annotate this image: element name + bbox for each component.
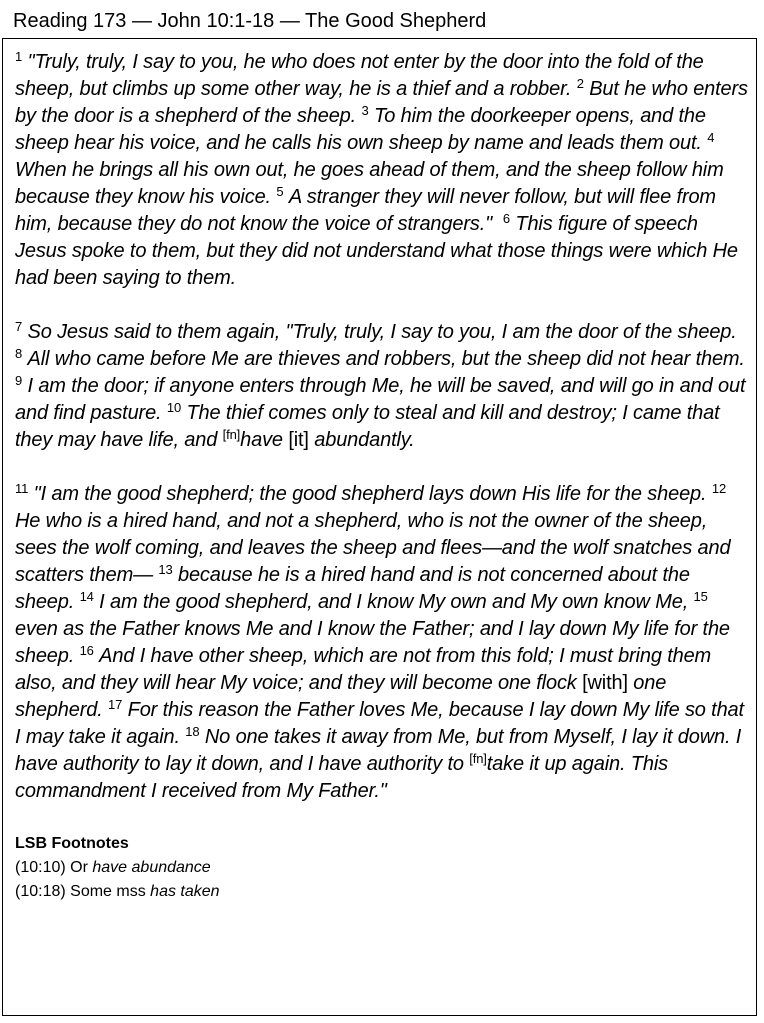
verse-number: 11: [15, 481, 29, 496]
verse-number: 14: [79, 589, 94, 604]
verse-number: 15: [693, 589, 708, 604]
verse-text: But he who enters by the door is a shepherd of the sheep.: [15, 78, 748, 127]
verse-text: I am the door; if anyone enters through Me, he will be saved, and will go in and out and find pasture.: [15, 375, 746, 424]
verse-text: For this reason the Father loves Me, because I lay down My life so that I may take it again.: [15, 699, 744, 748]
verse-text: This figure of speech Jesus spoke to them, but they did not understand what those things were which He had been saying to them.: [15, 213, 738, 289]
verse-number: 9: [15, 373, 23, 388]
supplied-word: [with]: [582, 672, 628, 694]
verse-number: 5: [276, 184, 284, 199]
verse-text: take it up again. This commandment I received from My Father.": [15, 753, 668, 802]
verse-number: 7: [15, 319, 23, 334]
verse-text: So Jesus said to them again, "Truly, truly, I say to you, I am the door of the sheep.: [27, 321, 737, 343]
verse-number: 8: [15, 346, 23, 361]
verse-text: have: [240, 429, 283, 451]
verse-text: I am the good shepherd, and I know My own and My own know Me,: [99, 591, 689, 613]
verse-number: 6: [502, 211, 510, 226]
paragraph-1: [15, 49, 749, 292]
verse-number: 13: [158, 562, 173, 577]
paragraph-2: [15, 319, 749, 454]
footnote-marker[interactable]: [fn]: [469, 751, 487, 766]
verse-number: 4: [707, 130, 715, 145]
verse-text: because he is a hired hand and is not concerned about the sheep.: [15, 564, 690, 613]
scripture-reading-box: [2, 38, 757, 1016]
verse-text: A stranger they will never follow, but will flee from him, because they do not know the voice of strangers.": [15, 186, 716, 235]
verse-number: 12: [711, 481, 727, 496]
page-title: Reading 173 — John 10:1-18 — The Good Shepherd: [13, 10, 487, 32]
verse-text: abundantly.: [314, 429, 415, 451]
footnote-text: have abundance: [92, 859, 211, 876]
footnote-ref: (10:18) Some mss: [15, 883, 146, 900]
verse-text: "Truly, truly, I say to you, he who does not enter by the door into the fold of the sheep, but climbs up some other way, he is a thief and a robber.: [15, 51, 704, 100]
verse-number: 2: [576, 76, 584, 91]
footnotes-heading: LSB Footnotes: [15, 835, 129, 852]
footnote-item: [15, 856, 749, 880]
verse-number: 3: [361, 103, 369, 118]
verse-number: 17: [108, 697, 123, 712]
verse-text: And I have other sheep, which are not from this fold; I must bring them also, and they will hear My voice; and they will become one flock: [15, 645, 712, 694]
verse-text: He who is a hired hand, and not a shepherd, who is not the owner of the sheep, sees the wolf coming, and leaves the sheep and flees—and the wolf snatches and scatters them—: [15, 510, 731, 586]
verse-text: When he brings all his own out, he goes ahead of them, and the sheep follow him because they know his voice.: [15, 159, 724, 208]
footnote-ref: (10:10) Or: [15, 859, 88, 876]
verse-text: All who came before Me are thieves and robbers, but the sheep did not hear them.: [27, 348, 745, 370]
verse-text: To him the doorkeeper opens, and the sheep hear his voice, and he calls his own sheep by name and leads them out.: [15, 105, 706, 154]
supplied-word: [it]: [288, 429, 309, 451]
footnote-marker[interactable]: [fn]: [222, 427, 241, 442]
verse-text: "I am the good shepherd; the good shepherd lays down His life for the sheep.: [33, 483, 707, 505]
verse-text: one shepherd.: [15, 672, 667, 721]
verse-text: even as the Father knows Me and I know the Father; and I lay down My life for the sheep.: [15, 618, 730, 667]
footnote-item: [15, 880, 749, 904]
paragraph-3: [15, 481, 749, 805]
verse-text: No one takes it away from Me, but from Myself, I lay it down. I have authority to lay it down, and I have authority to: [15, 726, 742, 775]
verse-number: 18: [185, 724, 200, 739]
footnote-text: has taken: [150, 883, 220, 900]
reading-content: [15, 49, 749, 904]
verse-number: 1: [15, 49, 23, 64]
verse-number: 10: [166, 400, 182, 415]
verse-number: 16: [79, 643, 94, 658]
verse-text: The thief comes only to steal and kill and destroy; I came that they may have life, and: [15, 402, 720, 451]
